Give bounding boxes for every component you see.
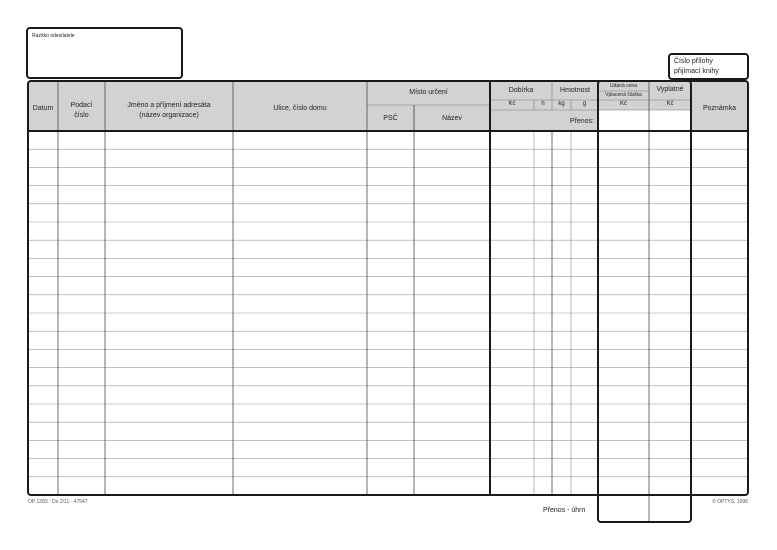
- col-weight-g-label: g: [582, 101, 587, 107]
- sender-stamp-label: Razítko odesílatele: [32, 33, 75, 39]
- column-lines: [58, 81, 649, 522]
- carry-over-label: Přenos:: [569, 118, 594, 125]
- declared-value-entry-cell: [598, 110, 649, 131]
- carry-total-label: Přenos - úhrn: [543, 507, 586, 514]
- thick-frame-lines: [28, 81, 748, 522]
- table-rows: [28, 149, 748, 477]
- col-declared-value-label: Udaná cena: [610, 83, 637, 89]
- form-code: OP 1283 · Do 2/11 · 47547: [28, 499, 88, 505]
- col-submission-label-line1: Podací: [70, 102, 93, 109]
- col-declared-kc-label: Kč: [619, 101, 627, 107]
- col-cod-kc-label: Kč: [508, 101, 516, 107]
- attachment-number-label-line1: Číslo přílohy: [674, 58, 713, 65]
- col-paid-amount-label: Vplacená částka: [605, 92, 642, 98]
- col-note-label: Poznámka: [702, 105, 737, 112]
- col-submission-label-line2: číslo: [74, 112, 89, 119]
- col-place-name-label: Název: [442, 115, 462, 122]
- col-cod-h-label: h: [541, 101, 545, 107]
- col-paid-label: Vyplatné: [656, 86, 684, 93]
- col-name-label-line2: (název organizace): [139, 112, 199, 119]
- col-date-label: Datum: [32, 105, 54, 112]
- col-weight-label: Hmotnost: [560, 87, 590, 94]
- col-name-label-line1: Jméno a příjmení adresáta: [127, 102, 211, 109]
- attachment-number-label-line2: přijímací knihy: [674, 68, 719, 75]
- col-destination-label: Místo určení: [409, 89, 448, 96]
- copyright: © OPTYS, 1996: [712, 499, 748, 505]
- paid-entry-cell: [649, 110, 691, 131]
- col-paid-kc-label: Kč: [666, 101, 674, 107]
- col-weight-kg-label: kg: [558, 101, 565, 107]
- col-street-label: Ulice, číslo domu: [273, 105, 327, 112]
- col-cod-label: Dobírka: [508, 87, 534, 94]
- col-postcode-label: PSČ: [383, 115, 398, 122]
